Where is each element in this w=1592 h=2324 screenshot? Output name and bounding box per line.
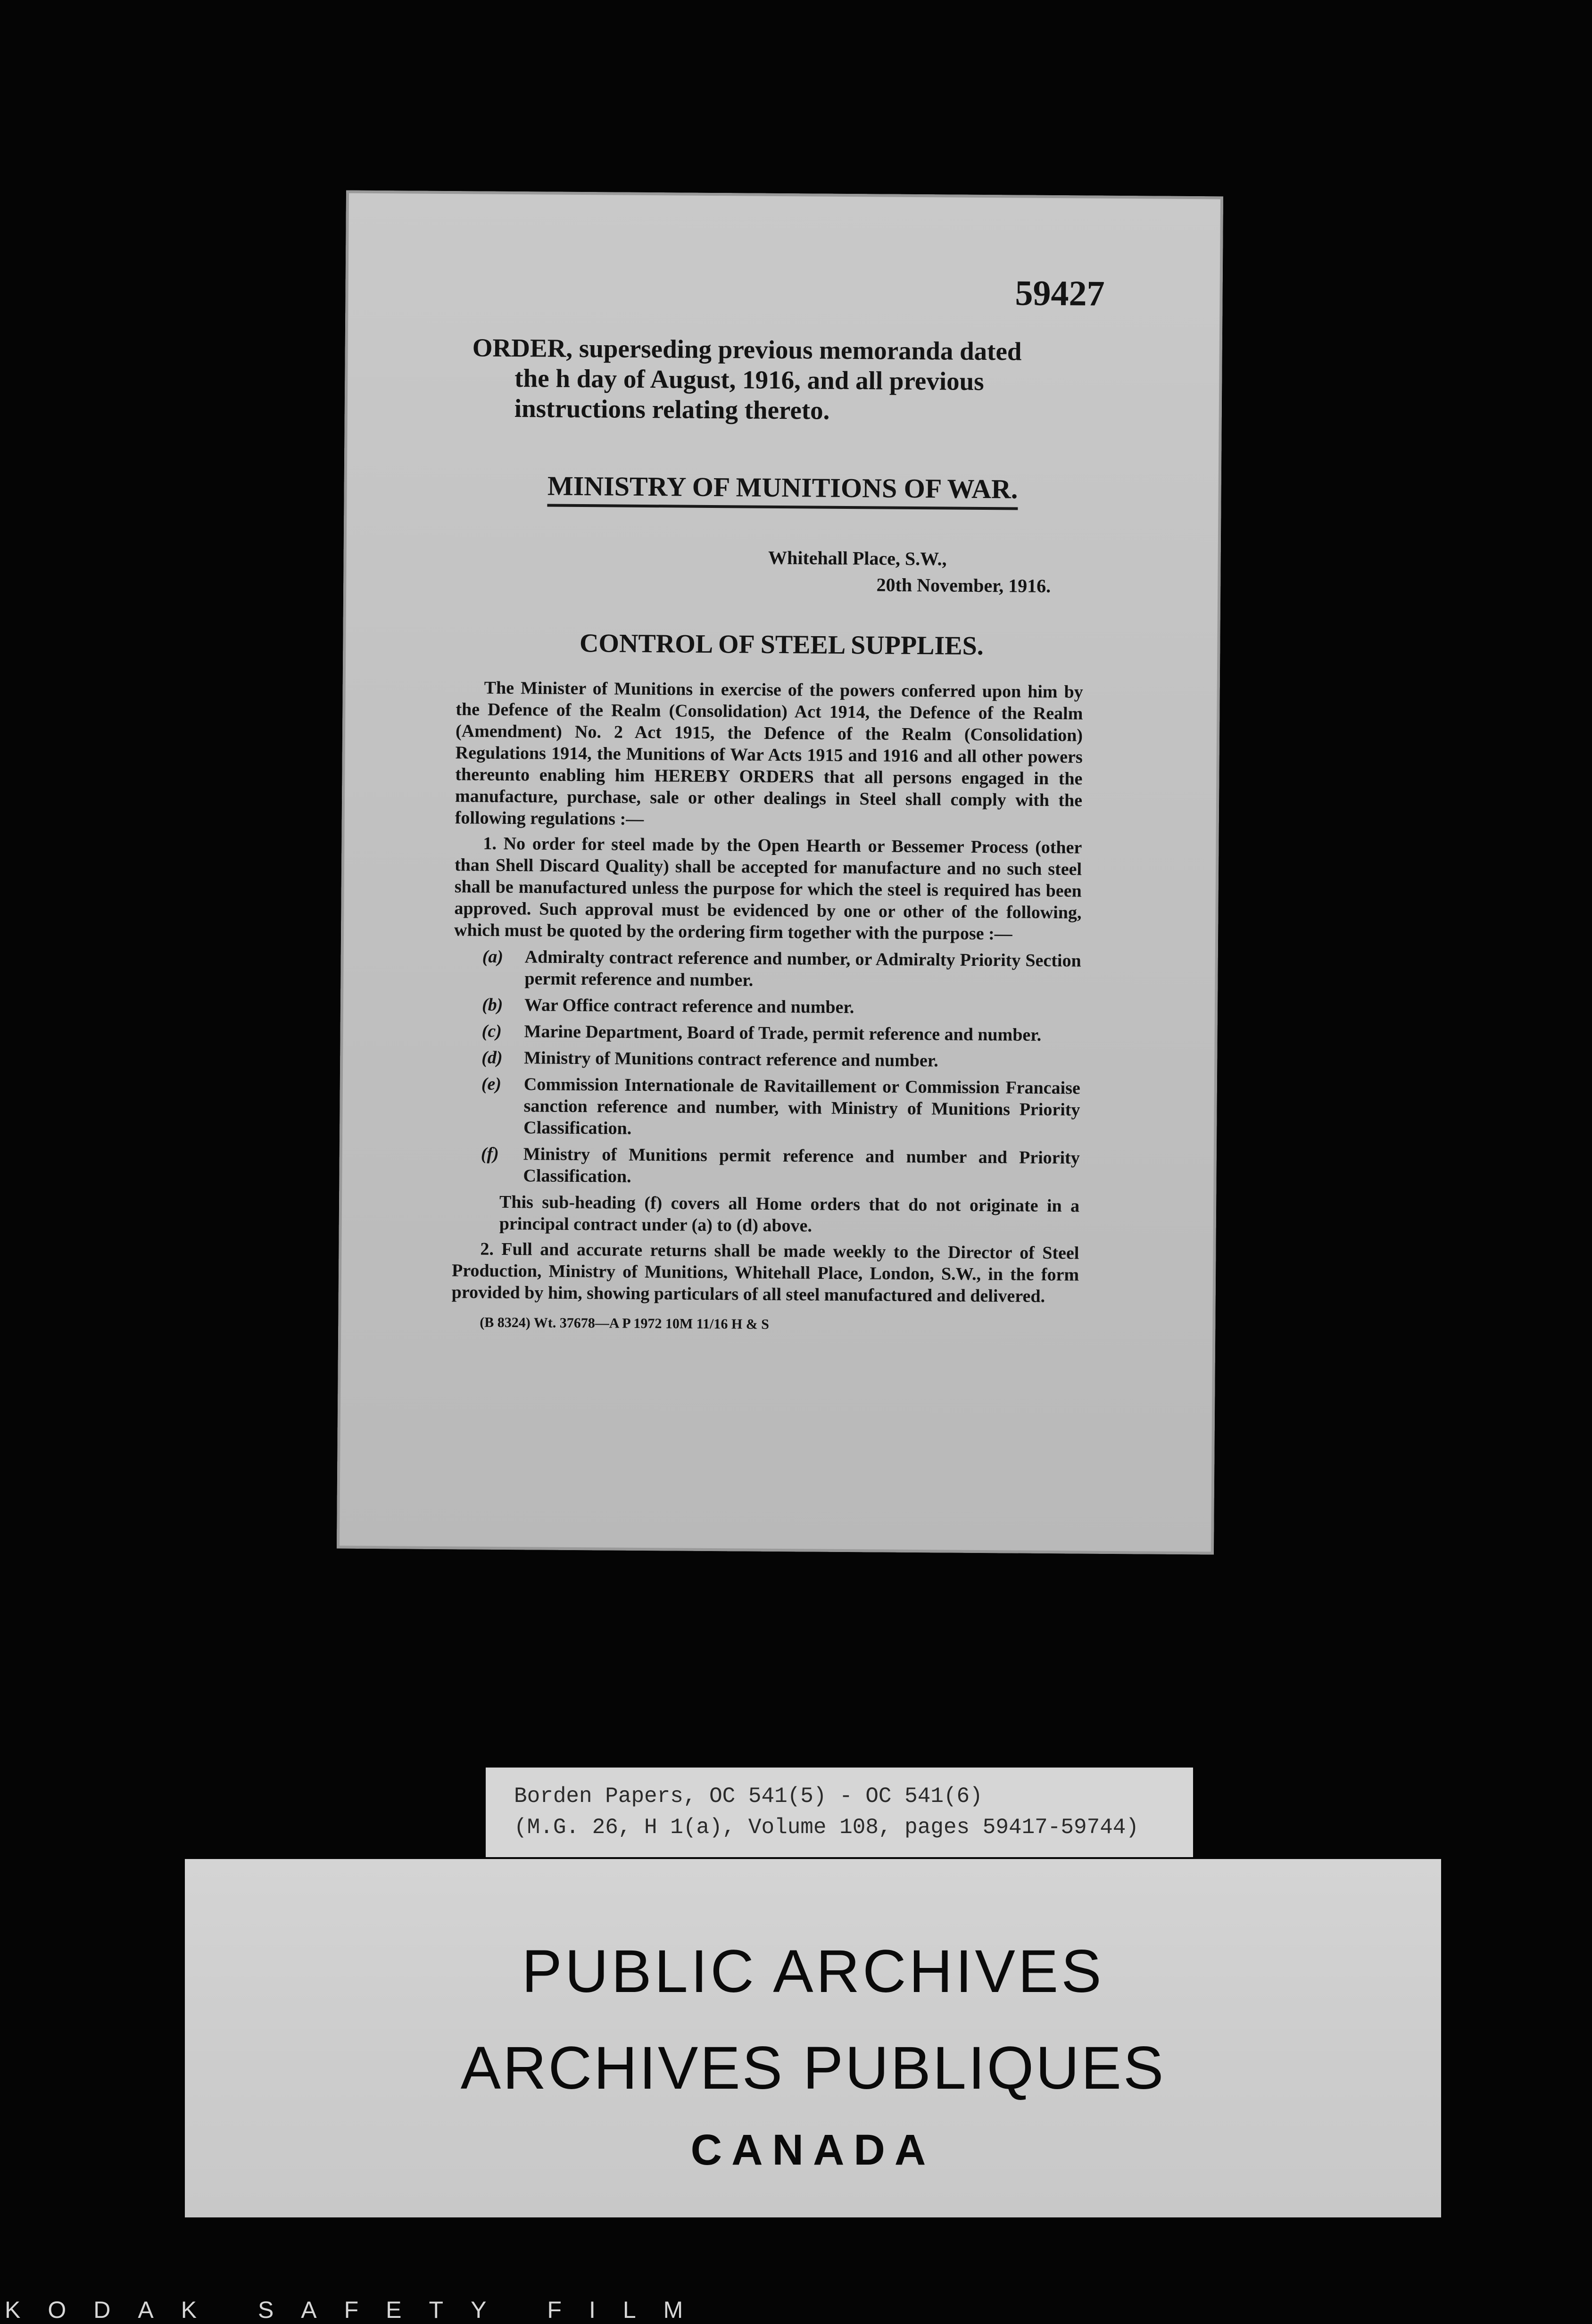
- address-block: [768, 545, 1051, 599]
- document-title: CONTROL OF STEEL SUPPLIES.: [579, 629, 984, 661]
- date: 20th November, 1916.: [876, 574, 1051, 597]
- document-page: [337, 191, 1223, 1555]
- page-number: 59427: [1015, 273, 1105, 314]
- reference-line-1: Borden Papers, OC 541(5) - OC 541(6): [514, 1784, 983, 1809]
- list-item: (a) Admiralty contract reference and number, or Admiralty Priority Section permit reference and number.: [482, 946, 1081, 990]
- order-line-2: the h day of August, 1916, and all previous: [514, 364, 984, 396]
- sub-heading-note: This sub-heading (f) covers all Home orders that do not originate in a principal contract under (a) to (d) above.: [499, 1192, 1080, 1236]
- document-body: [451, 677, 1083, 1341]
- archive-line-2: ARCHIVES PUBLIQUES: [460, 2034, 1166, 2102]
- list-item: (d) Ministry of Munitions contract reference and number.: [481, 1047, 938, 1071]
- paragraph-1: 1. No order for steel made by the Open Hearth or Bessemer Process (other than Shell Discard Quality) shall be accepted for manufacture and no such steel shall be manufactured unless the purpose for which the steel is required has been approved. Such approval must be evidenced by one or other of the following, which must be quoted by the ordering firm together with the purpose :—: [454, 833, 1082, 944]
- address: Whitehall Place, S.W.,: [768, 547, 947, 570]
- ministry-title: [344, 469, 1221, 506]
- archive-line-1: PUBLIC ARCHIVES: [522, 1938, 1104, 2005]
- order-line-3: instructions relating thereto.: [514, 394, 830, 425]
- order-line-1: ORDER, superseding previous memoranda dated: [472, 333, 1022, 366]
- reference-line-2: (M.G. 26, H 1(a), Volume 108, pages 59417-59744): [514, 1815, 1139, 1840]
- film-edge-marking: KODAK SAFETY FILM: [5, 2297, 711, 2323]
- preamble: The Minister of Munitions in exercise of the powers conferred upon him by the Defence of the Realm (Consolidation) Act 1914, the Defence of the Realm (Amendment) No. 2 Act 1915, the Defence of the Realm (Consolidation) Regulations 1914, the Munitions of War Acts 1915 and 1916 and all other powers thereunto enabling him HEREBY ORDERS that all persons engaged in the manufacture, purchase, sale or other dealings in Steel shall comply with the following regulations :—: [455, 678, 1083, 829]
- reference-label: [486, 1768, 1193, 1857]
- archive-label: [185, 1859, 1441, 2217]
- paragraph-2: 2. Full and accurate returns shall be made weekly to the Director of Steel Production, Ministry of Munitions, Whitehall Place, London, S.W., in the form provided by him, showing particulars of all steel manufactured and delivered.: [451, 1239, 1079, 1306]
- list-item: (f) Ministry of Munitions permit reference and number and Priority Classification.: [481, 1144, 1080, 1187]
- order-heading: [472, 332, 1100, 427]
- ministry-title-text: MINISTRY OF MUNITIONS OF WAR.: [547, 471, 1018, 510]
- archive-line-3: CANADA: [690, 2126, 936, 2174]
- list-item: (b) War Office contract reference and number.: [481, 995, 854, 1018]
- printer-footer: (B 8324) Wt. 37678—A P 1972 10M 11/16 H & S: [480, 1314, 770, 1332]
- list-item: (c) Marine Department, Board of Trade, permit reference and number.: [481, 1021, 1042, 1045]
- list-item: (e) Commission Internationale de Ravitaillement or Commission Francaise sanction reference and number, with Ministry of Munitions Priority Classification.: [481, 1074, 1080, 1138]
